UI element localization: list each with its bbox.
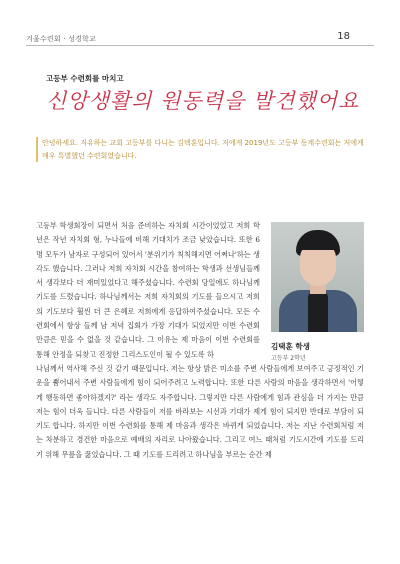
student-grade: 고등부 2학년 xyxy=(271,355,306,362)
header-divider xyxy=(26,45,374,46)
student-name: 김택훈 학생 xyxy=(271,342,310,351)
page-number: 18 xyxy=(337,31,350,42)
running-header: 겨울수련회 · 성경학교 xyxy=(26,35,96,43)
body-paragraph-wide: 나님께서 역사해 주신 것 같기 때문입니다. 저는 항상 밝은 미소를 주변 사람들에게 보여주고 긍정적인 기운을 뿜어내서 주변 사람들에게 힘이 되어주려고 노력합니다. 또한 다른 사람의 마음을 생각하면서 '어떻게 행동하면 좋아하겠지?' 라는 생각도 자주합니다. 그렇지만 다른 사람에게 힘과 관심을 더 가지는 만큼 저는 힘이 더욱 들니다. 다른 사람들이 저를 바라보는 시선과 기대가 제게 힘이 되지만 반대로 부담이 되기도 합니다. 하지만 이번 수련회를 통해 제 마음과 생각은 바뀌게 되었습니다. 저는 지난 수련회처럼 저는 차분하고 경건한 마음으로 예배의 자리로 나아왔습니다. 그리고 여느 때처럼 기도시간에 기도를 드리기 위해 무릎을 꿇었습니다. 그 때 기도를 드리려고 하나님을 부르는 순간 제 xyxy=(36,364,364,459)
body-paragraph-narrow: 고등부 학생회장이 되면서 처음 준비하는 자치회 시간이었었고 저희 학년은 작년 자치회 형, 누나들에 비해 기대치가 조금 낮았습니다. 또한 6명 모두가 남자로 구성되어 있어서 '분위기가 칙칙해지면 어쩌나'하는 생각도 했습니다. 그러나 저희 자치회 시간을 참여하는 학생과 선생님들께서 생각보다 더 재미있었다고 해주셨습니다. 수련회 당일에도 하나님께 기도를 드렸습니다. 하나님께서는 저희 자치회의 기도를 들으시고 저희의 기도보다 훨씬 더 큰 은혜로 저희에게 응답하여주셨습니다. 모든 수련회에서 항상 들께 남 저녁 집회가 가장 기대가 되었지만 이번 수련회만큼은 믿을 수 없을 것 같습니다. 그 이유는 제 마음이 이번 수련회를 통해 안정을 되찾고 진정한 그리스도인이 될 수 있도록 하 xyxy=(36,221,260,359)
student-photo xyxy=(271,222,364,332)
photo-fringe xyxy=(298,238,338,250)
article-subtitle: 고등부 수련회를 마치고 xyxy=(46,74,124,83)
photo-shirt xyxy=(308,290,328,332)
article-title: 신앙생활의 원동력을 발견했어요 xyxy=(46,89,360,113)
article-intro: 안녕하세요. 저유하는 교회 고등부를 다니는 김택훈입니다. 저에게 2019년도 고등부 동계수련회는 저에게 매우 특별했던 수련회였습니다. xyxy=(36,137,372,162)
